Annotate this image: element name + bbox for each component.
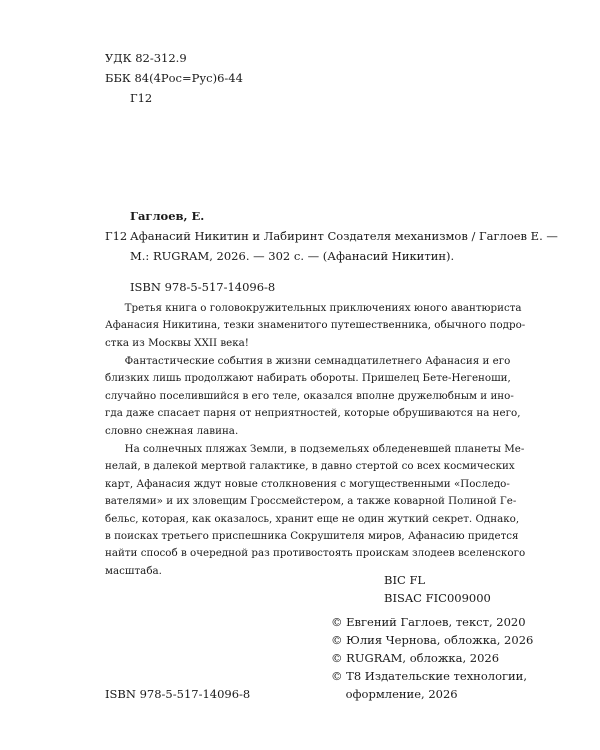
isbn-top: ISBN 978-5-517-14096-8 (130, 280, 276, 294)
bbk-code: ББК 84(4Рос=Рус)6-44 (105, 71, 243, 85)
annotation-paragraph-3 (105, 441, 526, 580)
annotation-line: найти способ в очередной раз противостоять проискам злодеев вселенского (105, 547, 526, 560)
annotation-line: в поисках третьего приспешника Сокрушителя миров, Афанасию придется (105, 529, 519, 542)
annotation-line: вателями» и их зловещим Гроссмейстером, а также коварной Полиной Ге- (105, 495, 517, 508)
author-mark: Г12 (130, 91, 153, 105)
udk-code: УДК 82-312.9 (105, 51, 187, 65)
bib-description-line-1: Афанасий Никитин и Лабиринт Создателя механизмов / Гаглоев Е. — (130, 229, 558, 243)
bib-mark: Г12 (105, 229, 128, 243)
annotation-paragraph-2 (105, 353, 521, 440)
annotation-line: нелай, в далекой мертвой галактике, в давно стертой со всех космических (105, 460, 515, 473)
isbn-bottom: ISBN 978-5-517-14096-8 (105, 687, 251, 701)
copyright-line-5: оформление, 2026 (331, 687, 458, 701)
annotation-line: случайно поселившийся в его теле, оказался вполне дружелюбным и ино- (105, 389, 514, 402)
copyright-line-1: © Евгений Гаглоев, текст, 2020 (331, 615, 526, 629)
annotation-line: бельс, которая, как оказалось, хранит еще не один жуткий секрет. Однако, (105, 512, 520, 525)
annotation-line: Афанасия Никитина, тезки знаменитого путешественника, обычного подро- (105, 319, 526, 332)
annotation-line: На солнечных пляжах Земли, в подземельях обледеневшей планеты Ме- (105, 443, 525, 455)
annotation-line: Фантастические события в жизни семнадцатилетнего Афанасия и его (105, 355, 511, 367)
annotation-line: Третья книга о головокружительных приключениях юного авантюриста (105, 302, 522, 314)
annotation-line: гда даже спасает парня от неприятностей, которые обрушиваются на него, (105, 407, 521, 420)
bisac-code: BISAC FIC009000 (384, 591, 491, 605)
annotation-line: стка из Москвы XXII века! (105, 336, 249, 349)
annotation-line: словно снежная лавина. (105, 424, 239, 437)
author-heading: Гаглоев, Е. (130, 209, 205, 223)
bic-code: BIC FL (384, 573, 426, 587)
annotation-line: масштаба. (105, 564, 162, 577)
bib-description-line-2: М.: RUGRAM, 2026. — 302 с. — (Афанасий Никитин). (130, 249, 455, 263)
copyright-line-4: © T8 Издательские технологии, (331, 669, 528, 683)
copyright-line-3: © RUGRAM, обложка, 2026 (331, 651, 500, 665)
annotation-paragraph-1 (105, 300, 526, 352)
annotation-line: близких лишь продолжают набирать обороты. Пришелец Бете-Негеноши, (105, 372, 511, 385)
annotation-line: карт, Афанасия ждут новые столкновения с могущественными «Последо- (105, 477, 510, 490)
copyright-line-2: © Юлия Чернова, обложка, 2026 (331, 633, 534, 647)
